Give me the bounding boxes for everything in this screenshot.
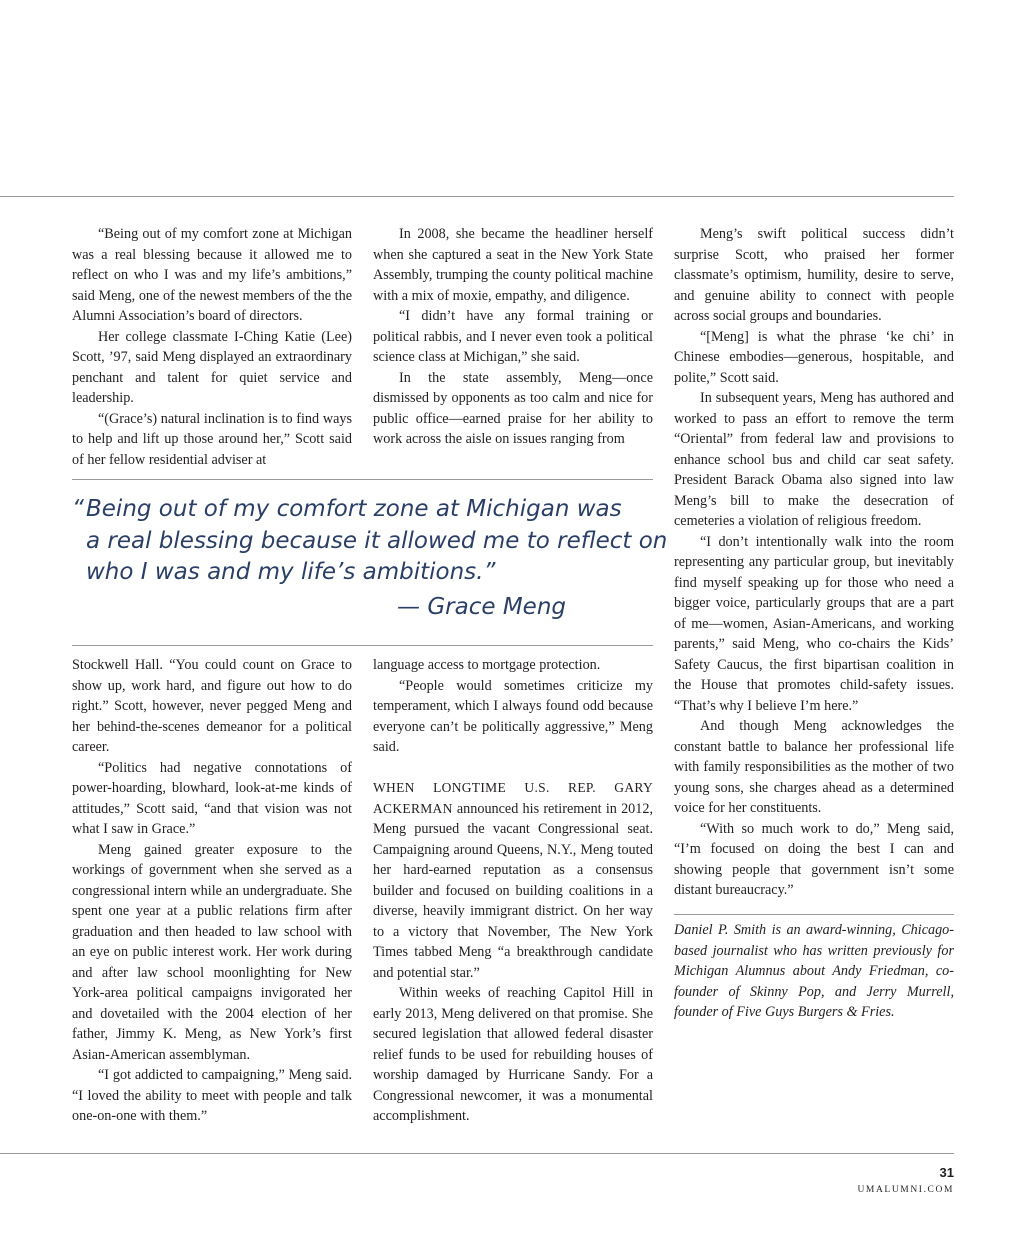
paragraph: “People would sometimes criticize my temperament, which I always found odd because everyone can’t be politically aggressive,” Meng said. <box>373 677 653 755</box>
paragraph: In 2008, she became the headliner herself when she captured a seat in the New York State Assembly, trumping the county political machine with a mix of moxie, empathy, and diligence. <box>373 226 653 304</box>
paragraph: “I don’t intentionally walk into the room representing any particular group, but inevitably find myself speaking up for those who need a bigger voice, particularly groups that are a part of me—women, Asian-Americans, and working parents,” said Meng, who co-chairs the Kids’ Safety Caucus, the first bipartisan coalition in the House that promotes child-safety issues. “That’s why I believe I’m here.” <box>674 533 954 714</box>
paragraph: Stockwell Hall. “You could count on Grace to show up, work hard, and figure out how to do right.” Scott, however, never pegged Meng and her behind-the-scenes demeanor for a political career. <box>72 657 352 755</box>
paragraph: “[Meng] is what the phrase ‘ke chi’ in Chinese embodies—generous, hospitable, and polite,” Scott said. <box>674 328 954 386</box>
paragraph: “I didn’t have any formal training or political rabbis, and I never even took a political science class at Michigan,” she said. <box>373 308 653 365</box>
column-3 <box>674 224 954 901</box>
paragraph: “With so much work to do,” Meng said, “I’m focused on doing the best I can and showing people that government isn’t some distant bureaucracy.” <box>674 820 954 898</box>
paragraph: Her college classmate I-Ching Katie (Lee) Scott, ’97, said Meng displayed an extraordinary penchant and talent for quiet service and leadership. <box>72 328 352 406</box>
paragraph: Within weeks of reaching Capitol Hill in early 2013, Meng delivered on that promise. She secured legislation that allowed federal disaster relief funds to be used for rebuilding houses of worship damaged by Hurricane Sandy. For a Congressional newcomer, it was a monumental accomplishment. <box>373 985 653 1124</box>
pullquote-line: who I was and my life’s ambitions.” <box>86 559 496 585</box>
column-2-bottom <box>373 655 653 1127</box>
section-text: announced his retirement in 2012, Meng pursued the vacant Congressional seat. Campaigning around Queens, N.Y., Meng touted her hard-earned reputation as a consensus builder and focused on building coalitions in a diverse, heavily immigrant district. On her way to a victory that November, The New York Times tabbed Meng “a breakthrough candidate and potential star.” <box>373 800 653 981</box>
page-number: 31 <box>939 1165 954 1180</box>
pullquote-line: Being out of my comfort zone at Michigan was <box>86 496 622 522</box>
paragraph: And though Meng acknowledges the constant battle to balance her professional life with family responsibilities as the mother of two young sons, she charges ahead as a determined voice for her constituents. <box>674 718 954 816</box>
paragraph: In the state assembly, Meng—once dismissed by opponents as too calm and nice for public office—earned praise for her ability to work across the aisle on issues ranging from <box>373 369 653 447</box>
pullquote-line: a real blessing because it allowed me to reflect on <box>86 527 668 554</box>
pullquote-bottom-rule <box>72 645 653 646</box>
author-bio: Daniel P. Smith is an award-winning, Chicago-based journalist who has written previously for Michigan Alumnus about Andy Friedman, co-founder of Skinny Pop, and Jerry Murrell, founder of Five Guys Burgers & Fries. <box>674 922 954 1020</box>
paragraph: In subsequent years, Meng has authored and worked to pass an effort to remove the term “Oriental” from federal law and provisions to enhance school bus and child car seat safety. President Barack Obama also signed into law Meng’s bill to make the desecration of cemeteries a violation of religious freedom. <box>674 390 954 529</box>
paragraph: “(Grace’s) natural inclination is to find ways to help and lift up those around her,” Scott said of her fellow residential adviser at <box>72 410 352 468</box>
paragraph: Meng gained greater exposure to the workings of government when she served as a congressional intern while an undergraduate. She spent one year at a public relations firm after graduation and then headed to law school with an eye on public interest work. Her work during and after law school moonlighting for New York-area political campaigns invigorated her and dovetailed with the 2004 election of her father, Jimmy K. Meng, as New York’s first Asian-American assemblyman. <box>72 841 352 1063</box>
column-2-top <box>373 224 653 450</box>
pullquote-top-rule <box>72 479 653 480</box>
pullquote-attribution: — Grace Meng <box>397 593 566 620</box>
bottom-rule <box>0 1153 954 1154</box>
site-url: UMALUMNI.COM <box>857 1185 954 1195</box>
paragraph: “Being out of my comfort zone at Michigan was a real blessing because it allowed me to reflect on who I was and my life’s ambitions,” said Meng, one of the newest members of the the Alumni Association’s board of directors. <box>72 226 352 324</box>
bio-rule <box>674 914 954 915</box>
column-1-top <box>72 224 352 470</box>
pullquote <box>72 494 668 623</box>
section-paragraph <box>373 778 653 983</box>
pullquote-open-mark: “ <box>72 496 84 522</box>
section-lead-in: WHEN LONGTIME U.S. REP. GARY ACKERMAN <box>373 780 653 816</box>
column-1-bottom <box>72 655 352 1127</box>
paragraph: language access to mortgage protection. <box>373 657 601 673</box>
paragraph: Meng’s swift political success didn’t surprise Scott, who praised her former classmate’s optimism, humility, desire to serve, and genuine ability to connect with people across social groups and boundaries. <box>674 226 954 324</box>
paragraph: “Politics had negative connotations of power-hoarding, blowhard, look-at-me kinds of attitudes,” Scott said, “and that vision was not what I saw in Grace.” <box>72 759 352 837</box>
paragraph: “I got addicted to campaigning,” Meng said. “I loved the ability to meet with people and talk one-on-one with them.” <box>72 1067 352 1124</box>
top-rule <box>0 196 954 197</box>
